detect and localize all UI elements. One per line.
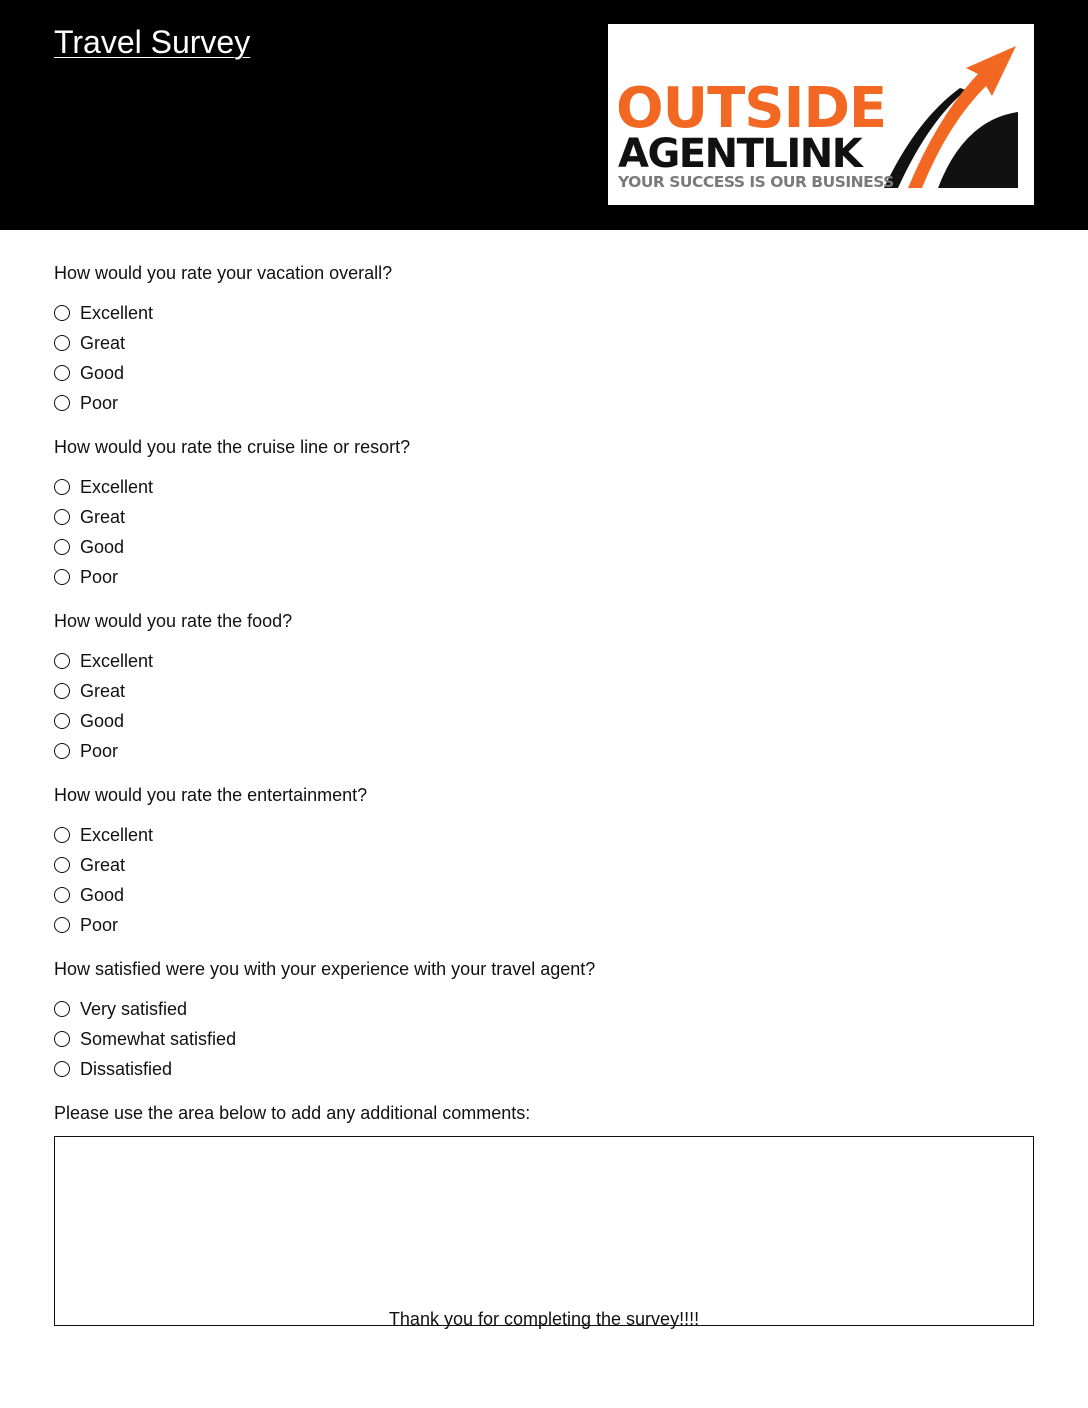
radio-button[interactable] <box>54 1001 70 1017</box>
radio-label: Great <box>80 506 126 527</box>
radio-option[interactable] <box>54 910 1034 940</box>
radio-label: Poor <box>80 566 119 587</box>
radio-label: Good <box>80 536 125 557</box>
radio-label: Good <box>80 710 125 731</box>
radio-option[interactable] <box>54 820 1034 850</box>
radio-label: Poor <box>80 392 119 413</box>
radio-option[interactable] <box>54 532 1034 562</box>
radio-option[interactable] <box>54 1054 1034 1084</box>
radio-button[interactable] <box>54 1061 70 1077</box>
radio-label: Great <box>80 680 126 701</box>
radio-option[interactable] <box>54 676 1034 706</box>
radio-option[interactable] <box>54 880 1034 910</box>
radio-button[interactable] <box>54 365 70 381</box>
radio-option[interactable] <box>54 562 1034 592</box>
radio-group <box>54 646 1034 766</box>
radio-label: Great <box>80 854 126 875</box>
logo-agentlink-text: AGENTLINK <box>618 131 862 177</box>
radio-button[interactable] <box>54 395 70 411</box>
radio-label: Excellent <box>80 824 154 845</box>
radio-option[interactable] <box>54 388 1034 418</box>
comments-textarea[interactable] <box>54 1136 1034 1326</box>
radio-label: Excellent <box>80 650 154 671</box>
radio-group <box>54 472 1034 592</box>
radio-label: Great <box>80 332 126 353</box>
radio-option[interactable] <box>54 1024 1034 1054</box>
radio-group <box>54 994 1034 1084</box>
radio-button[interactable] <box>54 713 70 729</box>
radio-label: Good <box>80 362 125 383</box>
question-text: How would you rate your vacation overall? <box>54 263 393 283</box>
radio-group <box>54 298 1034 418</box>
radio-option[interactable] <box>54 472 1034 502</box>
radio-button[interactable] <box>54 1031 70 1047</box>
question-text: How satisfied were you with your experience with your travel agent? <box>54 959 596 979</box>
radio-option[interactable] <box>54 736 1034 766</box>
radio-option[interactable] <box>54 850 1034 880</box>
radio-button[interactable] <box>54 539 70 555</box>
radio-button[interactable] <box>54 743 70 759</box>
question-list <box>54 262 1034 1084</box>
page-title: Travel Survey <box>54 24 251 60</box>
radio-button[interactable] <box>54 479 70 495</box>
radio-button[interactable] <box>54 653 70 669</box>
radio-label: Dissatisfied <box>80 1058 173 1079</box>
radio-option[interactable] <box>54 502 1034 532</box>
radio-label: Good <box>80 884 125 905</box>
radio-option[interactable] <box>54 646 1034 676</box>
radio-button[interactable] <box>54 917 70 933</box>
comments-label: Please use the area below to add any additional comments: <box>54 1103 531 1123</box>
survey-form <box>54 262 1034 1331</box>
logo-tagline: YOUR SUCCESS IS OUR BUSINESS <box>618 173 894 191</box>
radio-label: Somewhat satisfied <box>80 1028 237 1049</box>
radio-button[interactable] <box>54 887 70 903</box>
radio-option[interactable] <box>54 706 1034 736</box>
company-logo <box>608 24 1034 205</box>
radio-label: Poor <box>80 914 119 935</box>
radio-button[interactable] <box>54 509 70 525</box>
radio-button[interactable] <box>54 827 70 843</box>
radio-label: Excellent <box>80 476 154 497</box>
radio-button[interactable] <box>54 857 70 873</box>
radio-button[interactable] <box>54 335 70 351</box>
radio-option[interactable] <box>54 994 1034 1024</box>
radio-option[interactable] <box>54 328 1034 358</box>
question-text: How would you rate the entertainment? <box>54 785 368 805</box>
radio-button[interactable] <box>54 569 70 585</box>
radio-label: Excellent <box>80 302 154 323</box>
logo-outside-text: OUTSIDE <box>616 76 887 141</box>
page-header <box>0 0 1088 230</box>
radio-option[interactable] <box>54 298 1034 328</box>
radio-label: Poor <box>80 740 119 761</box>
radio-option[interactable] <box>54 358 1034 388</box>
thank-you-message: Thank you for completing the survey!!!! <box>388 1309 700 1329</box>
question-text: How would you rate the food? <box>54 611 293 631</box>
radio-button[interactable] <box>54 683 70 699</box>
radio-button[interactable] <box>54 305 70 321</box>
radio-label: Very satisfied <box>80 998 188 1019</box>
question-text: How would you rate the cruise line or resort? <box>54 437 411 457</box>
radio-group <box>54 820 1034 940</box>
